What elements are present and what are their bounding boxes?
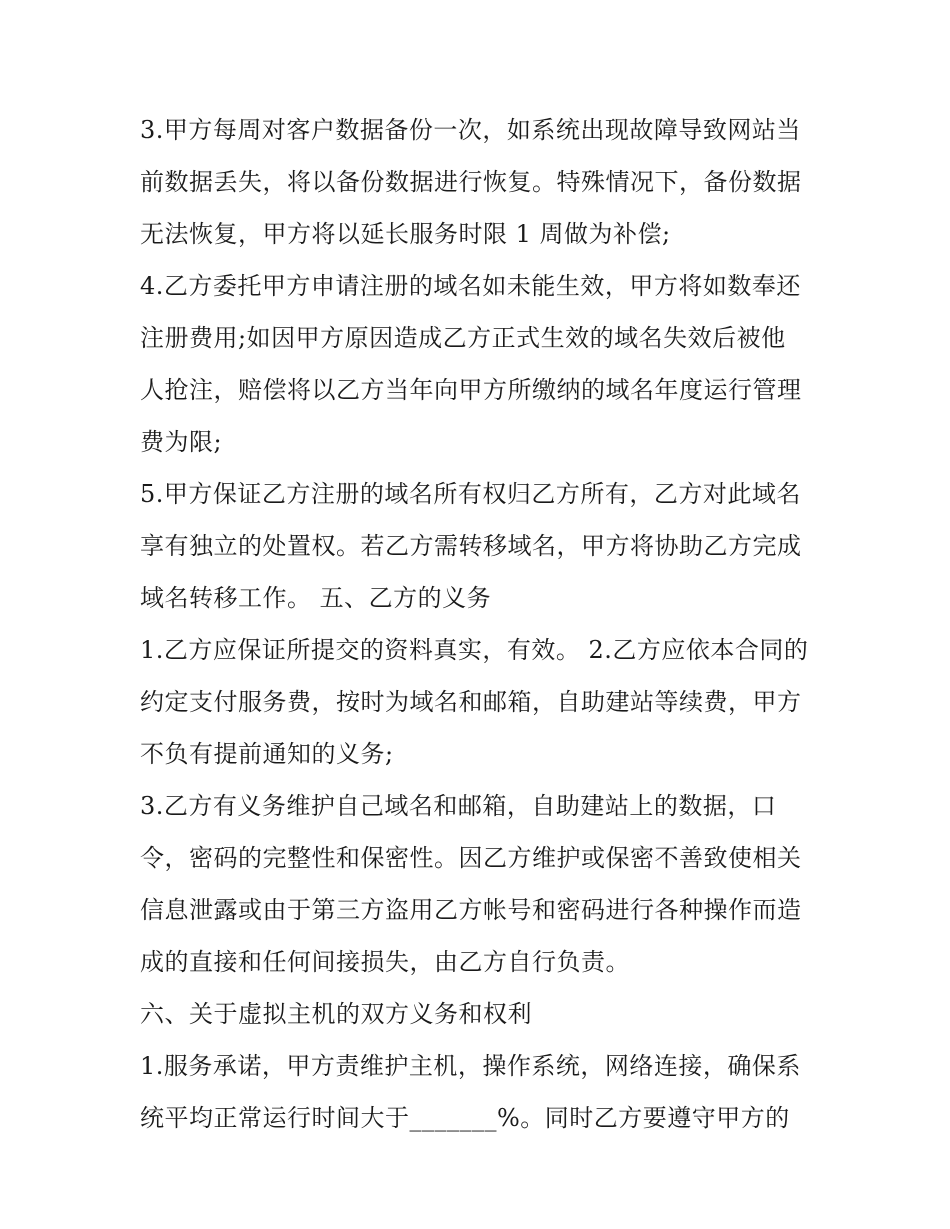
text-line: 注册费用;如因甲方原因造成乙方正式生效的域名失效后被他 xyxy=(140,324,786,352)
text-line: 成的直接和任何间接损失，由乙方自行负责。 xyxy=(140,948,630,976)
text-line: 享有独立的处置权。若乙方需转移域名，甲方将协助乙方完成 xyxy=(140,532,802,560)
text-line: 无法恢复，甲方将以延长服务时限 1 周做为补偿; xyxy=(140,220,671,248)
text-line: 1.服务承诺，甲方责维护主机，操作系统，网络连接，确保系 xyxy=(140,1052,801,1080)
text-line: 不负有提前通知的义务; xyxy=(140,740,394,768)
document-body xyxy=(140,104,830,1144)
section-heading: 六、关于虚拟主机的双方义务和权利 xyxy=(140,1000,532,1028)
text-line: 统平均正常运行时间大于_______%。同时乙方要遵守甲方的 xyxy=(140,1104,790,1132)
text-line: 前数据丢失，将以备份数据进行恢复。特殊情况下，备份数据 xyxy=(140,168,802,196)
text-line: 域名转移工作。 五、乙方的义务 xyxy=(140,584,492,612)
text-line: 1.乙方应保证所提交的资料真实，有效。 2.乙方应依本合同的 xyxy=(140,636,809,664)
text-line: 费为限; xyxy=(140,428,223,456)
text-line: 4.乙方委托甲方申请注册的域名如未能生效，甲方将如数奉还 xyxy=(140,272,801,300)
text-line: 人抢注，赔偿将以乙方当年向甲方所缴纳的域名年度运行管理 xyxy=(140,376,802,404)
text-line: 约定支付服务费，按时为域名和邮箱，自助建站等续费，甲方 xyxy=(140,688,802,716)
text-line: 3.甲方每周对客户数据备份一次，如系统出现故障导致网站当 xyxy=(140,116,801,144)
text-line: 3.乙方有义务维护自己域名和邮箱，自助建站上的数据，口 xyxy=(140,792,777,820)
text-line: 5.甲方保证乙方注册的域名所有权归乙方所有，乙方对此域名 xyxy=(140,480,801,508)
text-line: 令，密码的完整性和保密性。因乙方维护或保密不善致使相关 xyxy=(140,844,802,872)
text-line: 信息泄露或由于第三方盗用乙方帐号和密码进行各种操作而造 xyxy=(140,896,802,924)
